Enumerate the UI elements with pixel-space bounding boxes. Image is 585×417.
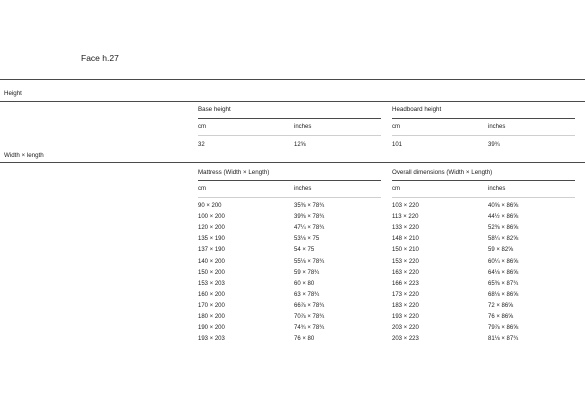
overall-inches-cell: 81⅛ × 87¾ bbox=[488, 336, 519, 343]
mattress-cm-cell: 180 × 200 bbox=[198, 314, 225, 320]
mattress-inches-cell: 55⅛ × 78¾ bbox=[294, 258, 325, 265]
mattress-inches-cell: 70⅞ × 78¾ bbox=[294, 314, 325, 320]
overall-cm-cell: 113 × 220 bbox=[392, 214, 419, 221]
overall-cm-cell: 203 × 223 bbox=[392, 336, 419, 343]
mattress-inches-cell: 76 × 80 bbox=[294, 336, 315, 343]
overall-cm-cell: 183 × 220 bbox=[392, 302, 419, 309]
size-section-label: Width × length bbox=[4, 152, 44, 159]
mattress-inches-cell: 54 × 75 bbox=[294, 247, 315, 254]
headboard-height-unit-inches: inches bbox=[488, 124, 506, 130]
mattress-inches-cell: 60 × 80 bbox=[294, 280, 315, 287]
headboard-height-unit-cm: cm bbox=[392, 124, 400, 130]
mattress-cm-cell: 193 × 203 bbox=[198, 336, 225, 343]
overall-heading: Overall dimensions (Width × Length) bbox=[392, 169, 493, 176]
mattress-inches-cell: 35⅜ × 78¾ bbox=[294, 203, 325, 209]
overall-cm-cell: 163 × 220 bbox=[392, 269, 419, 276]
mattress-unit-inches: inches bbox=[294, 186, 312, 192]
mattress-cm-cell: 100 × 200 bbox=[198, 214, 225, 221]
overall-inches-cell: 44½ × 86⅝ bbox=[488, 214, 519, 221]
mattress-cm-cell: 140 × 200 bbox=[198, 258, 225, 265]
overall-unit-cm: cm bbox=[392, 186, 400, 192]
overall-inches-cell: 40⅝ × 86⅝ bbox=[488, 203, 519, 209]
mattress-heading-rule bbox=[198, 180, 381, 181]
overall-inches-cell: 68⅛ × 86⅝ bbox=[488, 291, 519, 298]
mattress-inches-cell: 63 × 78¾ bbox=[294, 291, 320, 298]
base-height-cm-value: 32 bbox=[198, 142, 205, 148]
mattress-inches-cell: 66⅞ × 78¾ bbox=[294, 302, 325, 309]
overall-inches-cell: 79⅞ × 86⅝ bbox=[488, 325, 519, 332]
overall-inches-cell: 64⅛ × 86⅝ bbox=[488, 269, 519, 276]
mattress-inches-cell: 39⅜ × 78¾ bbox=[294, 214, 325, 221]
base-height-inches-value: 12⅝ bbox=[294, 142, 306, 148]
overall-inches-cell: 59 × 82⅝ bbox=[488, 247, 514, 254]
mattress-inches-cell: 47¼ × 78¾ bbox=[294, 225, 325, 232]
height-label-underline bbox=[0, 101, 585, 102]
mattress-cm-cell: 137 × 190 bbox=[198, 247, 225, 254]
headboard-height-unit-rule bbox=[392, 135, 575, 136]
overall-inches-cell: 65⅜ × 87¾ bbox=[488, 280, 519, 287]
headboard-height-heading: Headboard height bbox=[392, 106, 442, 113]
mattress-cm-cell: 150 × 200 bbox=[198, 269, 225, 276]
overall-inches-cell: 76 × 86⅝ bbox=[488, 314, 514, 320]
page-title: Face h.27 bbox=[81, 53, 119, 63]
mattress-heading: Mattress (Width × Length) bbox=[198, 169, 270, 176]
overall-cm-cell: 150 × 210 bbox=[392, 247, 419, 254]
overall-inches-cell: 52⅜ × 86⅝ bbox=[488, 225, 519, 232]
overall-inches-cell: 72 × 86⅝ bbox=[488, 302, 514, 309]
mattress-unit-rule bbox=[198, 197, 381, 198]
mattress-inches-cell: 53⅛ × 75 bbox=[294, 236, 320, 243]
mattress-inches-cell: 74¾ × 78¾ bbox=[294, 325, 325, 332]
overall-cm-cell: 153 × 220 bbox=[392, 258, 419, 265]
mattress-cm-cell: 160 × 200 bbox=[198, 291, 225, 298]
mattress-cm-cell: 153 × 203 bbox=[198, 280, 225, 287]
overall-cm-cell: 173 × 220 bbox=[392, 291, 419, 298]
overall-cm-cell: 166 × 223 bbox=[392, 280, 419, 287]
base-height-heading: Base height bbox=[198, 106, 231, 113]
height-section-label: Height bbox=[4, 90, 22, 97]
overall-cm-cell: 133 × 220 bbox=[392, 225, 419, 232]
base-height-heading-rule bbox=[198, 118, 381, 119]
overall-inches-cell: 58¼ × 82⅝ bbox=[488, 236, 519, 243]
overall-heading-rule bbox=[392, 180, 575, 181]
base-height-unit-inches: inches bbox=[294, 124, 312, 130]
overall-unit-inches: inches bbox=[488, 186, 506, 192]
overall-cm-cell: 148 × 210 bbox=[392, 236, 419, 243]
overall-unit-rule bbox=[392, 197, 575, 198]
size-section-divider bbox=[0, 162, 585, 163]
mattress-inches-cell: 59 × 78¾ bbox=[294, 269, 320, 276]
headboard-height-cm-value: 101 bbox=[392, 142, 403, 148]
height-section-divider bbox=[0, 79, 585, 80]
base-height-unit-rule bbox=[198, 135, 381, 136]
overall-cm-cell: 203 × 220 bbox=[392, 325, 419, 332]
mattress-cm-cell: 135 × 190 bbox=[198, 236, 225, 243]
mattress-unit-cm: cm bbox=[198, 186, 206, 192]
overall-inches-cell: 60¼ × 86⅝ bbox=[488, 258, 519, 265]
mattress-cm-cell: 170 × 200 bbox=[198, 302, 225, 309]
mattress-cm-cell: 90 × 200 bbox=[198, 203, 222, 209]
mattress-cm-cell: 120 × 200 bbox=[198, 225, 225, 232]
overall-cm-cell: 193 × 220 bbox=[392, 314, 419, 320]
base-height-unit-cm: cm bbox=[198, 124, 206, 130]
headboard-height-heading-rule bbox=[392, 118, 575, 119]
headboard-height-inches-value: 39¾ bbox=[488, 142, 500, 148]
overall-cm-cell: 103 × 220 bbox=[392, 203, 419, 209]
mattress-cm-cell: 190 × 200 bbox=[198, 325, 225, 332]
